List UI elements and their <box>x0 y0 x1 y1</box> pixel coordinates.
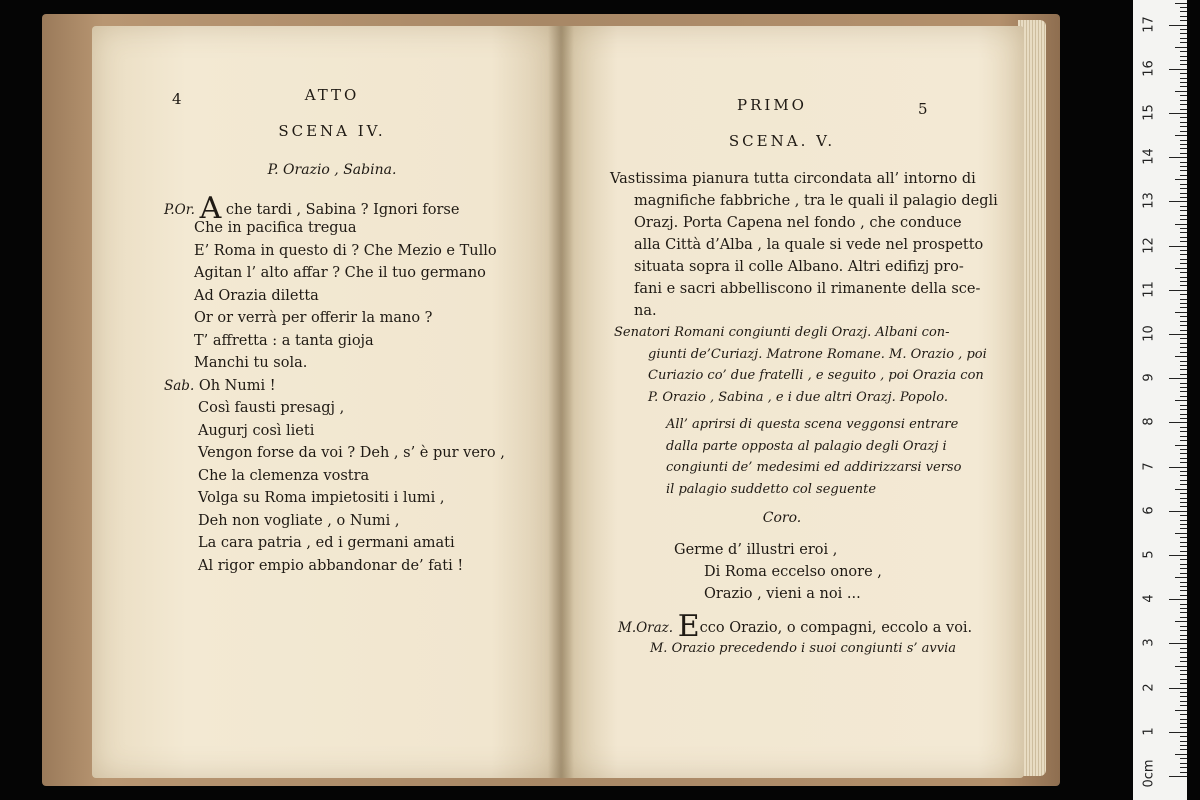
chorus-label: Coro. <box>762 510 802 526</box>
verse-line: Così fausti presagj , <box>198 400 345 416</box>
ruler-tick <box>1175 268 1187 269</box>
ruler-tick <box>1180 219 1187 220</box>
ruler-label: 14 <box>1141 148 1157 165</box>
ruler-tick <box>1180 215 1187 216</box>
direction-line: congiunti de’ medesimi ed addirizzarsi verso <box>666 460 962 475</box>
book-gutter <box>548 26 574 778</box>
ruler-tick <box>1180 758 1187 759</box>
ruler-tick <box>1180 635 1187 636</box>
page-number-left: 4 <box>172 90 182 108</box>
ruler-tick <box>1180 524 1187 525</box>
ruler-tick <box>1175 400 1187 401</box>
ruler-tick <box>1180 692 1187 693</box>
ruler-tick <box>1169 290 1187 291</box>
speaker-label: Sab. <box>164 377 195 394</box>
ruler-tick <box>1180 626 1187 627</box>
right-page <box>562 26 1024 778</box>
ruler-tick <box>1180 170 1187 171</box>
ruler-tick <box>1180 237 1187 238</box>
ruler-tick <box>1180 449 1187 450</box>
ruler-tick <box>1180 414 1187 415</box>
ruler-tick <box>1180 453 1187 454</box>
ruler-tick <box>1180 418 1187 419</box>
measuring-ruler <box>1133 0 1187 800</box>
verse-line: Or or verrà per offerir la mano ? <box>194 310 433 326</box>
ruler-tick <box>1180 232 1187 233</box>
ruler-tick <box>1180 60 1187 61</box>
description-line: magnifiche fabbriche , tra le quali il palagio degli <box>634 193 998 209</box>
ruler-tick <box>1180 745 1187 746</box>
ruler-tick <box>1169 422 1187 423</box>
verse-line: Agitan l’ alto affar ? Che il tuo germano <box>194 265 486 281</box>
ruler-tick <box>1175 312 1187 313</box>
ruler-tick <box>1180 11 1187 12</box>
ruler-label: 9 <box>1141 373 1157 382</box>
ruler-tick <box>1169 157 1187 158</box>
ruler-tick <box>1180 162 1187 163</box>
ruler-tick <box>1180 316 1187 317</box>
running-head-right: PRIMO <box>737 96 807 114</box>
cast-list <box>614 322 1004 408</box>
ruler-tick <box>1180 475 1187 476</box>
ruler-tick <box>1180 612 1187 613</box>
ruler-tick <box>1180 294 1187 295</box>
ruler-label: 5 <box>1141 550 1157 559</box>
ruler-tick <box>1169 467 1187 468</box>
verse-line: Che la clemenza vostra <box>198 467 370 484</box>
ruler-tick <box>1180 719 1187 720</box>
ruler-tick <box>1169 511 1187 512</box>
left-page <box>92 26 562 778</box>
ruler-tick <box>1180 38 1187 39</box>
description-line: na. <box>634 303 657 319</box>
ruler-tick <box>1180 568 1187 569</box>
cast-line: P. Orazio , Sabina , e i due altri Orazj. Popolo. <box>648 389 949 405</box>
ruler-label: 12 <box>1141 236 1157 254</box>
ruler-tick <box>1169 555 1187 556</box>
ruler-tick <box>1180 131 1187 132</box>
ruler-tick <box>1180 670 1187 671</box>
ruler-tick <box>1180 175 1187 176</box>
ruler-tick <box>1180 361 1187 362</box>
cast-line: Senatori Romani congiunti degli Orazj. Albani con- <box>614 325 950 340</box>
ruler-tick <box>1180 42 1187 43</box>
ruler-tick <box>1180 767 1187 768</box>
ruler-tick <box>1180 493 1187 494</box>
ruler-tick <box>1180 184 1187 185</box>
ruler-tick <box>1180 409 1187 410</box>
ruler-tick <box>1169 599 1187 600</box>
ruler-tick <box>1180 64 1187 65</box>
ruler-tick <box>1175 489 1187 490</box>
ruler-tick <box>1180 299 1187 300</box>
verse-line: cco Orazio, o compagni, eccolo a voi. <box>699 620 973 636</box>
drop-cap: E <box>677 609 700 644</box>
characters-line: P. Orazio , Sabina. <box>267 162 397 178</box>
ruler-tick <box>1180 480 1187 481</box>
ruler-label: 4 <box>1141 594 1157 603</box>
ruler-tick <box>1180 281 1187 282</box>
ruler-tick <box>1180 727 1187 728</box>
verse-line: Deh non vogliate , o Numi , <box>198 512 400 529</box>
ruler-tick <box>1169 25 1187 26</box>
ruler-tick <box>1169 69 1187 70</box>
ruler-tick <box>1180 117 1187 118</box>
ruler-tick <box>1180 374 1187 375</box>
ruler-tick <box>1180 590 1187 591</box>
ruler-tick <box>1180 661 1187 662</box>
cast-line: Curiazio co’ due fratelli , e seguito , poi Orazia con <box>648 368 984 383</box>
ruler-tick <box>1180 604 1187 605</box>
ruler-tick <box>1180 307 1187 308</box>
ruler-tick <box>1180 188 1187 189</box>
ruler-tick <box>1175 47 1187 48</box>
ruler-tick <box>1180 573 1187 574</box>
ruler-tick <box>1175 224 1187 225</box>
ruler-tick <box>1180 723 1187 724</box>
ruler-tick <box>1180 630 1187 631</box>
ruler-tick <box>1180 763 1187 764</box>
speech-1 <box>164 191 505 580</box>
ruler-tick <box>1180 701 1187 702</box>
verse-line: Orazio , vieni a noi ... <box>704 586 861 602</box>
ruler-tick <box>1180 546 1187 547</box>
ruler-tick <box>1180 338 1187 339</box>
ruler-tick <box>1175 710 1187 711</box>
ruler-tick <box>1180 228 1187 229</box>
ruler-tick <box>1180 383 1187 384</box>
ruler-tick <box>1180 683 1187 684</box>
ruler-tick <box>1169 688 1187 689</box>
ruler-tick <box>1180 462 1187 463</box>
ruler-tick <box>1180 16 1187 17</box>
ruler-tick <box>1180 56 1187 57</box>
chorus-verse <box>674 542 882 608</box>
ruler-tick <box>1180 321 1187 322</box>
ruler-tick <box>1180 95 1187 96</box>
ruler-tick <box>1180 104 1187 105</box>
ruler-tick <box>1175 621 1187 622</box>
ruler-tick <box>1180 520 1187 521</box>
ruler-tick <box>1175 533 1187 534</box>
ruler-tick <box>1169 732 1187 733</box>
ruler-tick <box>1180 405 1187 406</box>
verse-line: Vengon forse da voi ? Deh , s’ è pur vero , <box>198 445 505 461</box>
ruler-tick <box>1180 325 1187 326</box>
verse-line: La cara patria , ed i germani amati <box>198 535 455 551</box>
ruler-tick <box>1180 387 1187 388</box>
verse-line: che tardi , Sabina ? Ignori forse <box>225 202 460 218</box>
ruler-tick <box>1169 776 1187 777</box>
ruler-tick <box>1175 356 1187 357</box>
ruler-label: 10 <box>1141 325 1157 342</box>
ruler-tick <box>1180 33 1187 34</box>
ruler-label: 13 <box>1141 192 1157 210</box>
ruler-label: 15 <box>1141 104 1157 121</box>
ruler-tick <box>1180 652 1187 653</box>
ruler-tick <box>1180 674 1187 675</box>
running-head-left: ATTO <box>304 86 360 104</box>
ruler-tick <box>1180 617 1187 618</box>
ruler-tick <box>1169 378 1187 379</box>
ruler-tick <box>1180 542 1187 543</box>
ruler-tick <box>1180 259 1187 260</box>
ruler-label: 17 <box>1141 15 1157 33</box>
ruler-tick <box>1169 246 1187 247</box>
ruler-tick <box>1175 179 1187 180</box>
ruler-tick <box>1175 3 1187 4</box>
ruler-tick <box>1180 595 1187 596</box>
ruler-tick <box>1180 736 1187 737</box>
ruler-tick <box>1180 285 1187 286</box>
scene-title-left: SCENA IV. <box>278 122 386 140</box>
ruler-label: 6 <box>1141 506 1157 515</box>
ruler-tick <box>1175 445 1187 446</box>
ruler-tick <box>1180 696 1187 697</box>
ruler-tick <box>1180 100 1187 101</box>
ruler-tick <box>1180 197 1187 198</box>
ruler-tick <box>1180 109 1187 110</box>
ruler-label: 2 <box>1141 682 1157 692</box>
ruler-tick <box>1180 140 1187 141</box>
ruler-tick <box>1180 551 1187 552</box>
ruler-tick <box>1180 564 1187 565</box>
ruler-tick <box>1180 153 1187 154</box>
ruler-tick <box>1180 126 1187 127</box>
verse-line: T’ affretta : a tanta gioja <box>194 332 374 349</box>
ruler-tick <box>1175 135 1187 136</box>
ruler-label: 0cm <box>1141 759 1157 788</box>
ruler-tick <box>1180 705 1187 706</box>
speaker-label: M.Oraz. <box>618 620 674 636</box>
ruler-tick <box>1180 559 1187 560</box>
ruler-tick <box>1180 657 1187 658</box>
ruler-tick <box>1180 73 1187 74</box>
ruler-tick <box>1169 113 1187 114</box>
ruler-tick <box>1180 343 1187 344</box>
cast-line: giunti de’Curiazj. Matrone Romane. M. Orazio , poi <box>648 346 987 362</box>
ruler-tick <box>1180 749 1187 750</box>
stage-direction <box>666 414 996 500</box>
ruler-tick <box>1180 303 1187 304</box>
ruler-tick <box>1180 206 1187 207</box>
ruler-tick <box>1180 193 1187 194</box>
verse-line: Di Roma eccelso onore , <box>704 564 882 580</box>
ruler-tick <box>1175 754 1187 755</box>
verse-line: Ad Orazia diletta <box>194 287 319 304</box>
ruler-tick <box>1180 471 1187 472</box>
ruler-tick <box>1180 772 1187 773</box>
ruler-tick <box>1180 391 1187 392</box>
ruler-tick <box>1180 440 1187 441</box>
ruler-tick <box>1180 148 1187 149</box>
scene-title-right: SCENA. V. <box>728 132 836 150</box>
ruler-tick <box>1180 427 1187 428</box>
ruler-tick <box>1180 714 1187 715</box>
speaker-label: P.Or. <box>164 202 195 218</box>
direction-line: All’ aprirsi di questa scena veggonsi entrare <box>666 417 959 432</box>
ruler-tick <box>1180 29 1187 30</box>
ruler-tick <box>1180 241 1187 242</box>
ruler-tick <box>1180 639 1187 640</box>
ruler-tick <box>1180 122 1187 123</box>
ruler-tick <box>1180 51 1187 52</box>
ruler-tick <box>1180 20 1187 21</box>
ruler-tick <box>1180 608 1187 609</box>
ruler-tick <box>1175 666 1187 667</box>
ruler-tick <box>1180 396 1187 397</box>
ruler-tick <box>1180 484 1187 485</box>
ruler-tick <box>1180 272 1187 273</box>
scene-description <box>610 168 1000 322</box>
ruler-label: 16 <box>1141 60 1157 77</box>
ruler-tick <box>1175 577 1187 578</box>
ruler-tick <box>1180 78 1187 79</box>
ruler-tick <box>1180 502 1187 503</box>
ruler-tick <box>1180 263 1187 264</box>
ruler-tick <box>1180 277 1187 278</box>
final-direction: M. Orazio precedendo i suoi congiunti s’ avvia <box>650 641 956 656</box>
ruler-tick <box>1180 537 1187 538</box>
ruler-label: 8 <box>1141 417 1157 427</box>
ruler-tick <box>1180 679 1187 680</box>
ruler-tick <box>1175 91 1187 92</box>
ruler-tick <box>1180 528 1187 529</box>
verse-line: Germe d’ illustri eroi , <box>674 542 838 558</box>
description-line: situata sopra il colle Albano. Altri edifizj pro- <box>634 259 964 275</box>
ruler-tick <box>1180 254 1187 255</box>
ruler-tick <box>1180 250 1187 251</box>
ruler-tick <box>1180 648 1187 649</box>
ruler-tick <box>1180 82 1187 83</box>
ruler-tick <box>1180 431 1187 432</box>
ruler-tick <box>1180 330 1187 331</box>
ruler-tick <box>1180 506 1187 507</box>
ruler-label: 3 <box>1141 638 1157 648</box>
verse-line: Oh Numi ! <box>198 377 276 394</box>
ruler-tick <box>1180 210 1187 211</box>
description-line: Orazj. Porta Capena nel fondo , che conduce <box>634 215 962 231</box>
ruler-tick <box>1180 86 1187 87</box>
ruler-tick <box>1169 201 1187 202</box>
ruler-tick <box>1180 582 1187 583</box>
verse-line: Volga su Roma impietositi i lumi , <box>198 490 445 506</box>
verse-line: E’ Roma in questo di ? Che Mezio e Tullo <box>194 242 497 259</box>
ruler-tick <box>1180 458 1187 459</box>
ruler-tick <box>1180 352 1187 353</box>
description-line: Vastissima pianura tutta circondata all’ intorno di <box>610 171 976 187</box>
description-line: alla Città d’Alba , la quale si vede nel prospetto <box>634 237 984 253</box>
ruler-tick <box>1180 7 1187 8</box>
verse-line: Che in pacifica tregua <box>194 220 357 236</box>
verse-line: Augurj così lieti <box>198 422 315 439</box>
description-line: fani e sacri abbelliscono il rimanente della sce- <box>634 281 981 297</box>
verse-line: Al rigor empio abbandonar de’ fati ! <box>198 557 464 574</box>
ruler-tick <box>1180 369 1187 370</box>
ruler-label: 1 <box>1141 727 1157 736</box>
ruler-tick <box>1180 741 1187 742</box>
ruler-tick <box>1180 436 1187 437</box>
ruler-tick <box>1180 586 1187 587</box>
ruler-label: 11 <box>1141 281 1157 298</box>
ruler-tick <box>1180 498 1187 499</box>
ruler-tick <box>1180 347 1187 348</box>
direction-line: dalla parte opposta al palagio degli Orazj i <box>666 438 947 454</box>
page-number-right: 5 <box>918 100 928 118</box>
ruler-tick <box>1169 643 1187 644</box>
drop-cap: A <box>199 191 222 226</box>
ruler-tick <box>1180 166 1187 167</box>
ruler-tick <box>1169 334 1187 335</box>
verse-line: Manchi tu sola. <box>194 355 308 371</box>
ruler-label: 7 <box>1141 461 1157 471</box>
ruler-tick <box>1180 515 1187 516</box>
ruler-tick <box>1180 144 1187 145</box>
ruler-tick <box>1180 365 1187 366</box>
direction-line: il palagio suddetto col seguente <box>666 481 877 497</box>
